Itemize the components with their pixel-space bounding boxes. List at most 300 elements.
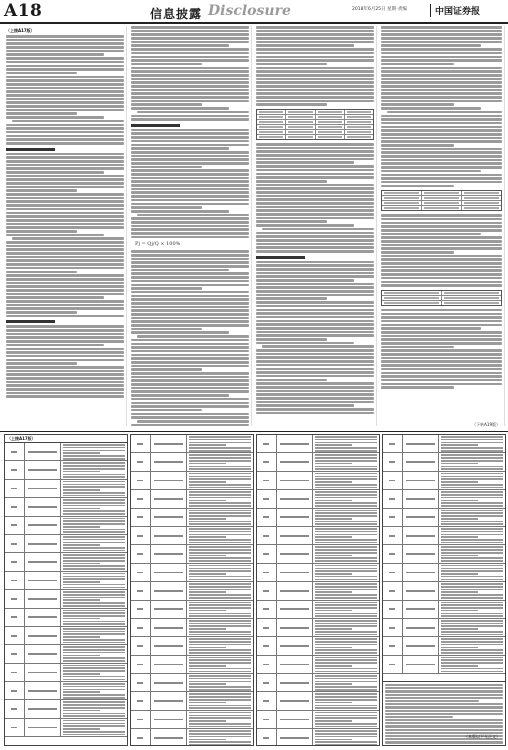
text-line <box>315 720 352 722</box>
text-line <box>189 647 226 649</box>
text-line <box>63 710 100 712</box>
text-line <box>315 644 377 646</box>
text-line <box>441 450 503 452</box>
text-line <box>6 333 124 336</box>
text-line <box>189 565 251 567</box>
text-line <box>131 199 249 202</box>
text-line <box>189 555 226 557</box>
text-line <box>263 443 269 445</box>
text-line <box>381 107 481 110</box>
text-line <box>256 408 374 411</box>
text-line <box>6 164 124 167</box>
text-line <box>6 39 124 42</box>
text-line <box>131 67 249 70</box>
text-line <box>189 481 226 483</box>
text-line <box>381 185 454 188</box>
table-cell-name <box>277 619 314 636</box>
text-line <box>263 719 269 721</box>
text-line <box>6 315 124 318</box>
table-row <box>383 453 505 471</box>
table-cell-name <box>403 545 440 562</box>
table-cell-detail <box>439 435 505 452</box>
text-line <box>11 561 17 563</box>
table-cell-name <box>151 453 188 470</box>
text-line <box>256 327 374 330</box>
text-line <box>189 478 251 480</box>
text-line <box>381 251 454 254</box>
text-line <box>381 89 502 92</box>
text-line <box>389 590 395 592</box>
text-line <box>441 523 503 525</box>
table-cell <box>257 110 286 114</box>
table-cell <box>286 120 315 124</box>
text-line <box>131 306 249 309</box>
table-row <box>257 674 379 692</box>
text-line <box>6 248 124 251</box>
text-line <box>381 37 502 40</box>
table-cell-detail <box>61 517 127 534</box>
text-line <box>315 641 377 643</box>
text-line <box>381 331 502 334</box>
text-line <box>189 491 251 493</box>
text-line <box>189 536 226 538</box>
text-line <box>441 460 503 462</box>
table-cell-seq <box>257 601 277 618</box>
table-cell-seq <box>131 545 151 562</box>
text-line <box>381 284 502 287</box>
text-line <box>189 659 251 661</box>
text-line <box>441 549 503 551</box>
inline-table <box>256 109 374 140</box>
text-line <box>256 191 374 194</box>
text-line <box>189 576 251 578</box>
text-line <box>385 745 503 746</box>
text-line <box>189 683 226 685</box>
text-line <box>315 659 377 661</box>
text-line <box>441 555 478 557</box>
table-cell-seq <box>5 590 25 607</box>
text-line <box>131 136 249 139</box>
text-line <box>131 158 249 161</box>
text-line <box>315 683 352 685</box>
text-line <box>280 553 308 555</box>
text-line <box>189 668 251 670</box>
text-line <box>381 30 502 33</box>
text-line <box>381 244 502 247</box>
table-cell-seq <box>383 564 403 581</box>
table-column-3 <box>256 434 380 746</box>
text-line <box>131 398 249 401</box>
text-line <box>137 627 143 629</box>
text-line <box>189 739 226 741</box>
text-line <box>63 657 125 659</box>
text-line <box>63 476 125 478</box>
table-cell-seq <box>131 656 151 673</box>
text-line <box>315 539 377 541</box>
text-line <box>6 304 124 307</box>
text-line <box>131 313 249 316</box>
text-line <box>381 353 502 356</box>
text-line <box>441 570 503 572</box>
table-cell-name <box>151 619 188 636</box>
text-line <box>63 713 125 715</box>
table-row <box>5 645 127 663</box>
text-line <box>131 44 229 47</box>
table-cell-seq <box>383 490 403 507</box>
text-line <box>315 565 377 567</box>
text-line <box>6 178 124 181</box>
table-heading: （上接A17版） <box>5 435 127 443</box>
text-line <box>256 261 374 264</box>
text-line <box>6 156 124 159</box>
text-line <box>11 488 17 490</box>
text-line <box>263 590 269 592</box>
text-line <box>63 621 125 623</box>
text-line <box>131 78 249 81</box>
text-line <box>189 696 251 698</box>
text-line <box>28 580 56 582</box>
text-line <box>189 460 251 462</box>
table-row <box>257 729 379 746</box>
text-line <box>315 481 352 483</box>
text-line <box>189 521 251 523</box>
table-cell-seq <box>131 490 151 507</box>
table-row <box>257 564 379 582</box>
text-line <box>315 512 377 514</box>
text-line <box>315 615 377 617</box>
text-line <box>63 550 125 552</box>
text-line <box>441 454 503 456</box>
table-cell-name <box>151 729 188 746</box>
text-line <box>256 78 374 81</box>
table-cell-seq <box>383 509 403 526</box>
text-line <box>63 707 125 709</box>
text-line <box>11 469 17 471</box>
text-line <box>63 618 100 620</box>
text-line <box>189 644 251 646</box>
text-line <box>137 461 143 463</box>
table-cell <box>257 120 286 124</box>
text-line <box>381 155 502 158</box>
text-line <box>441 478 503 480</box>
text-line <box>131 191 249 194</box>
text-line <box>381 346 454 349</box>
text-line <box>256 309 374 312</box>
table-cell <box>382 201 422 205</box>
table-cell-detail <box>313 435 379 452</box>
text-line <box>131 210 229 213</box>
text-line <box>189 500 226 502</box>
text-line <box>189 675 251 677</box>
table-cell-name <box>277 637 314 654</box>
table-cell-name <box>403 601 440 618</box>
table-row <box>257 453 379 471</box>
text-line <box>256 143 374 146</box>
text-line <box>315 739 352 741</box>
table-cell-detail <box>61 553 127 570</box>
table-cell-detail <box>61 682 127 699</box>
text-line <box>6 274 124 277</box>
table-cell-seq <box>131 509 151 526</box>
text-line <box>137 608 143 610</box>
text-line <box>131 166 202 169</box>
table-row <box>383 490 505 508</box>
text-line <box>63 701 125 703</box>
text-line <box>131 254 249 257</box>
text-line <box>189 494 251 496</box>
text-line <box>63 642 125 644</box>
text-line <box>137 572 143 574</box>
table-cell <box>422 201 462 205</box>
table-cell-detail <box>439 453 505 470</box>
text-line <box>441 647 478 649</box>
text-line <box>131 309 249 312</box>
text-line <box>256 375 374 378</box>
table-cell-seq <box>5 517 25 534</box>
text-line <box>381 174 502 177</box>
text-line <box>389 498 395 500</box>
text-line <box>315 634 377 636</box>
table-cell-seq <box>5 609 25 626</box>
text-line <box>131 236 249 239</box>
text-line <box>63 691 100 693</box>
table-row <box>5 719 127 737</box>
text-line <box>131 74 249 77</box>
table-cell-seq <box>5 498 25 515</box>
text-line <box>256 371 374 374</box>
text-line <box>389 664 395 666</box>
table-cell-seq <box>383 601 403 618</box>
text-line <box>6 101 124 104</box>
table-row <box>383 527 505 545</box>
text-line <box>381 225 502 228</box>
table-cell <box>257 135 286 139</box>
text-line <box>381 357 502 360</box>
text-line <box>441 521 503 523</box>
table-cell-seq <box>5 553 25 570</box>
table-cell-name <box>25 609 62 626</box>
table-cell <box>442 296 501 300</box>
text-line <box>441 542 503 544</box>
table-cell-seq <box>383 435 403 452</box>
table-cell <box>286 125 315 129</box>
table-cell-name <box>403 527 440 544</box>
text-line <box>63 508 100 510</box>
table-row <box>131 435 253 453</box>
table-cell <box>345 130 373 134</box>
table-cell-seq <box>257 674 277 691</box>
table-cell-detail <box>313 656 379 673</box>
text-line <box>6 377 124 380</box>
text-line <box>263 516 269 518</box>
table-cell <box>462 206 501 210</box>
text-line <box>131 225 249 228</box>
table-row <box>257 490 379 508</box>
table-cell-detail <box>439 656 505 673</box>
text-line <box>189 439 251 441</box>
text-line <box>263 737 269 739</box>
text-line <box>315 668 377 670</box>
text-line <box>63 683 125 685</box>
text-line <box>6 182 124 185</box>
text-line <box>256 81 374 84</box>
table-row <box>5 590 127 608</box>
text-line <box>256 33 374 36</box>
text-line <box>381 67 502 70</box>
table-cell-seq <box>383 453 403 470</box>
table-row <box>257 509 379 527</box>
table-cell-name <box>277 729 314 746</box>
text-line <box>441 613 503 615</box>
text-line <box>441 494 503 496</box>
text-line <box>63 731 125 733</box>
text-line <box>441 500 478 502</box>
text-line <box>6 160 124 163</box>
text-line <box>131 100 249 103</box>
text-line <box>63 723 125 725</box>
text-line <box>28 506 56 508</box>
text-line <box>280 590 308 592</box>
text-line <box>189 720 226 722</box>
table-row <box>257 527 379 545</box>
text-line <box>381 349 502 352</box>
table-row <box>383 545 505 563</box>
text-line <box>280 443 308 445</box>
text-line <box>381 70 502 73</box>
text-line <box>441 536 478 538</box>
text-line <box>256 209 374 212</box>
text-line <box>131 107 229 110</box>
text-line <box>441 565 503 567</box>
text-line <box>315 631 377 633</box>
text-line <box>315 534 377 536</box>
text-line <box>441 610 478 612</box>
text-line <box>63 652 125 654</box>
text-line <box>381 316 502 319</box>
text-line <box>256 290 374 293</box>
text-line <box>315 439 377 441</box>
text-line <box>256 297 327 300</box>
text-line <box>189 707 251 709</box>
text-line <box>28 672 56 674</box>
text-line <box>63 612 125 614</box>
text-line <box>381 335 502 338</box>
table-cell-name <box>151 509 188 526</box>
table-cell-name <box>25 461 62 478</box>
table-row <box>5 535 127 553</box>
text-line <box>256 44 354 47</box>
text-line <box>189 638 251 640</box>
text-line <box>131 118 249 121</box>
text-line <box>154 590 182 592</box>
text-line <box>6 329 124 332</box>
table-cell-name <box>403 656 440 673</box>
text-line <box>6 271 77 274</box>
text-line <box>315 500 352 502</box>
table-row <box>383 564 505 582</box>
table-cell-detail <box>187 656 253 673</box>
table-cell <box>462 191 501 195</box>
text-line <box>137 335 249 338</box>
text-line <box>6 46 124 49</box>
text-line <box>315 604 377 606</box>
text-line <box>315 568 377 570</box>
text-line <box>441 668 503 670</box>
text-line <box>189 546 251 548</box>
text-line <box>131 258 249 261</box>
text-line <box>131 365 249 368</box>
table-row <box>257 711 379 729</box>
masthead <box>0 0 508 24</box>
table-cell <box>382 296 442 300</box>
text-line <box>256 187 374 190</box>
text-line <box>389 461 395 463</box>
text-line <box>441 560 503 562</box>
table-column-1 <box>4 434 128 746</box>
text-line <box>256 246 374 249</box>
table-cell-seq <box>131 692 151 709</box>
text-line <box>131 26 249 29</box>
text-line <box>315 473 377 475</box>
text-line <box>256 404 354 407</box>
text-line <box>131 383 249 386</box>
table-cell-detail <box>439 490 505 507</box>
text-line <box>189 652 251 654</box>
text-line <box>11 708 17 710</box>
table-cell <box>316 125 345 129</box>
text-line <box>315 702 352 704</box>
text-line <box>315 625 377 627</box>
text-line <box>131 140 249 143</box>
table-cell-seq <box>257 472 277 489</box>
text-line <box>256 243 374 246</box>
table-cell-detail <box>313 637 379 654</box>
text-line <box>256 386 374 389</box>
table-cell-detail <box>187 601 253 618</box>
text-line <box>256 70 374 73</box>
text-line <box>385 725 503 727</box>
text-line <box>6 285 124 288</box>
table-cell-seq <box>383 619 403 636</box>
table-cell-detail <box>61 700 127 717</box>
text-line <box>63 489 100 491</box>
text-line <box>381 26 502 29</box>
table-cell-detail <box>313 674 379 691</box>
text-line <box>256 353 374 356</box>
text-line <box>256 176 374 179</box>
text-line <box>189 542 251 544</box>
table-cell-detail <box>313 545 379 562</box>
text-line <box>189 591 226 593</box>
text-line <box>63 481 125 483</box>
table-row <box>5 682 127 700</box>
text-line <box>154 443 182 445</box>
text-line <box>6 245 124 248</box>
subsection-heading <box>131 124 180 127</box>
table-cell-detail <box>187 490 253 507</box>
text-line <box>63 594 125 596</box>
text-line <box>6 362 77 365</box>
text-line <box>131 63 202 66</box>
table-cell-detail <box>187 582 253 599</box>
text-line <box>189 528 251 530</box>
text-line <box>189 628 226 630</box>
table-cell-name <box>151 527 188 544</box>
table-cell-name <box>277 472 314 489</box>
text-line <box>441 589 503 591</box>
table-cell-seq <box>131 472 151 489</box>
text-line <box>381 162 502 165</box>
